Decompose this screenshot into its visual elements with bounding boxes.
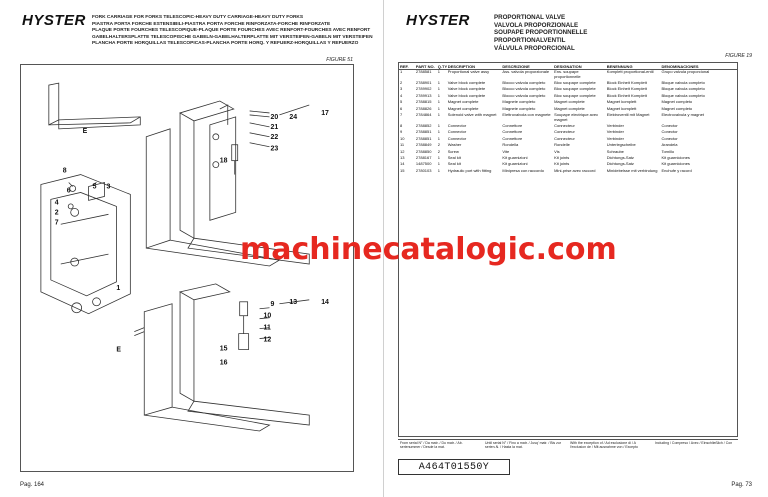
cell-descrizione: Kit guarnizioni [502,162,528,167]
cell-descrizione: Kit guarnizioni [502,155,528,160]
cell-part-no: 2788901 [415,81,432,85]
cell-qty: 1 [437,70,441,74]
table-header [399,63,737,70]
cell-benennung: Dichtungs-Satz [606,155,634,160]
cell-benennung: Dichtungs-Satz [606,162,634,167]
cell-designation: Bloc soupape complete [554,81,596,85]
title-line: GABELHALTERSPLATTE TELESCOPISCHE GABELN-GABELHALTERPLATTE MIT VERSTEIFEN-GABELN MIT VERSTEIFEN [92,34,373,40]
header-denominaciones: DENOMINACIONES [661,64,699,69]
cell-part-no: 2788850 [415,149,432,154]
cell-ref: 13 [400,155,405,160]
cell-benennung: Verbinder [606,130,624,135]
title-line: PIASTRA PORTA FORCHE ESTENSIBILI-PIASTRA PORTA FORCHE RINFORZATA-FORCHE RINFORZATE [92,21,331,27]
cell-qty: 1 [437,112,441,117]
callout-13: 13 [289,298,298,306]
cell-ref: 14 [400,162,405,167]
cell-description: Proportional valve assy [447,70,490,74]
callout-8: 8 [62,167,67,175]
cell-qty: 1 [437,136,441,141]
cell-designation: Connecteur [554,123,575,128]
table-row [399,169,737,175]
cell-benennung: Magnet komplett [606,106,637,111]
cell-benennung: Verbinder [606,136,624,141]
title-line: VALVOLA PROPORZIONALE [494,21,579,29]
cell-benennung: Minidebelsse mit verbindung [606,168,658,173]
cell-qty: 1 [437,106,441,111]
cell-descrizione: Connettore [502,123,523,128]
cell-denominaciones: Kit guarniciones [661,162,690,167]
cell-description: Hydraulic port with fitting [447,168,492,173]
cell-descrizione: Magnete completo [502,106,536,111]
cell-part-no: 2780103 [415,168,432,173]
cell-qty: 1 [437,168,441,173]
cell-ref: 6 [400,106,403,111]
cell-benennung: Magnet komplett [606,100,637,105]
cell-benennung: Block Einheit Komplett [606,87,647,92]
cell-descrizione: Magnete completo [502,100,536,105]
cell-descrizione: Connettore [502,136,523,141]
cell-part-no: 2784864 [415,112,432,117]
cell-ref: 2 [400,81,403,85]
cell-part-no: 2788849 [415,143,432,148]
cell-part-no: 2788851 [415,136,432,141]
cell-denominaciones: Bloque valvula completo [661,81,705,85]
cell-designation: Kit joints [554,155,570,160]
cell-designation: Kit joints [554,162,570,167]
cell-description: Seal kit [447,162,461,167]
cell-ref: 8 [400,123,403,128]
cell-description: Valve block complete [447,93,486,98]
cell-designation: Vis [554,149,560,154]
cell-part-no: 2789913 [415,93,432,98]
callout-9: 9 [270,300,275,308]
cell-part-no: 2788851 [415,130,432,135]
cell-denominaciones: Bloque valvula completo [661,87,705,92]
cell-ref: 7 [400,112,403,117]
callout-24: 24 [289,113,298,121]
cell-part-no: 2788167 [415,155,432,160]
cell-part-no: 2788581 [415,70,432,74]
cell-designation: Magnet complete [554,100,585,105]
header-part-no: PART NO. [415,64,435,69]
cell-description: Magnet complete [447,106,479,111]
figure-label-right: FIGURE 19 [725,53,752,59]
cell-qty: 2 [437,143,441,148]
callout-17: 17 [321,109,329,117]
header-benennung: BENENNUNG [606,64,633,69]
header-qty: Q.TY [437,64,447,69]
hyster-logo-right: HYSTER [406,12,470,29]
figure-label-left: FIGURE 51 [326,57,353,63]
table-body [399,70,737,175]
cell-designation: Magnet complete [554,106,585,111]
cell-benennung: Elektroventil mit Magnet [606,112,650,117]
cell-qty: 2 [437,149,441,154]
hyster-logo-left: HYSTER [22,12,86,29]
cell-denominaciones: Bloque valvula completo [661,93,705,98]
cell-ref: 10 [400,136,405,141]
callout-6: 6 [66,187,71,195]
callout-11: 11 [263,324,271,332]
title-line: PROPORTIONAL VALVE [494,14,566,21]
cell-ref: 11 [400,143,405,148]
cell-description: Magnet complete [447,100,479,105]
table-row [399,113,737,124]
callout-5: 5 [92,183,97,191]
cell-description: Screw [447,149,459,154]
cell-ref: 3 [400,87,403,92]
cell-denominaciones: Tornillo [661,149,675,154]
from-serial-label: From serial N° / Da matr. / Du matr. / Ab. serienummer / Desde la mat. [400,441,463,450]
title-line: SOUPAPE PROPORTIONNELLE [494,29,588,37]
cell-ref: 1 [400,70,403,74]
title-line: PROPORTIONALVENTIL [494,37,566,45]
callout-20: 20 [270,113,279,121]
cell-benennung: Unterlegscheibe [606,143,636,148]
callout-3: 3 [106,183,111,191]
cell-ref: 12 [400,149,405,154]
cell-benennung: Verbinder [606,123,624,128]
cell-part-no: 1487500 [415,162,432,167]
callout-7: 7 [54,219,59,227]
cell-designation: Bloc soupape complete [554,87,596,92]
cell-descrizione: Elettrovalvola con magnete [502,112,551,117]
cell-part-no: 2788826 [415,106,432,111]
callout-18: 18 [219,157,228,165]
cell-designation: Connecteur [554,136,575,141]
title-line: FORK CARRIAGE FOR FORKS TELESCOPIC-HEAVY DUTY CARRIAGE-HEAVY DUTY FORKS [92,15,304,20]
callout-23: 23 [270,145,279,153]
cell-descrizione: Connettore [502,130,523,135]
title-line: VÁLVULA PROPORCIONAL [494,44,575,52]
cell-ref: 9 [400,130,403,135]
cell-descrizione: Minipresa con raccordo [502,168,544,173]
header-ref: REF. [400,64,409,69]
cell-benennung: Komplett proportional-entil [606,70,654,74]
cell-designation: Rondelle [554,143,570,148]
cell-descrizione: Vite [502,149,510,154]
cell-denominaciones: Electrovalvula y magnet [661,112,704,117]
cell-denominaciones: Magnet completo [661,106,693,111]
title-line: PLAQUE PORTE FOURCHES TELESCOPIQUE-PLAQUE PORTE FOURCHES AVEC RENFORT-FOURCHES AVEC RENFORT [92,28,371,34]
cell-designation: Mini-prise avec raccord [554,168,596,173]
callout-e-top: E [82,127,88,135]
page-number-right: Pag. 73 [731,482,752,488]
exploded-parts-drawing [20,64,354,472]
cell-qty: 1 [437,93,441,98]
cell-description: Connector [447,123,467,128]
title-line: PLANCHA PORTE HORQUILLAS TELESCOPICAS-PLANCHA PORTE HORQ. Y REFUERZ-HORQUILLAS Y REFUERZO [92,41,359,47]
callout-10: 10 [263,312,272,320]
cell-description: Solenoid valve with magnet [447,112,497,117]
cell-denominaciones: Conector [661,136,678,141]
cell-designation: Connecteur [554,130,575,135]
callout-12: 12 [263,336,272,344]
callout-14: 14 [321,298,329,306]
cell-qty: 1 [437,123,441,128]
cell-ref: 4 [400,93,403,98]
callout-21: 21 [270,123,279,131]
serial-number-box: A464T01550Y [398,459,510,475]
cell-part-no: 2789902 [415,87,432,92]
cell-descrizione: Blocco valvola completo [502,93,546,98]
header-descrizione: DESCRIZIONE [502,64,530,69]
cell-designation: Soupape electrique avec magnet [554,112,599,122]
cell-description: Valve block complete [447,81,486,85]
cell-denominaciones: Conector [661,130,678,135]
cell-ref: 5 [400,100,403,105]
fork-carriage-drawing [21,65,353,471]
cell-denominaciones: Grupo valvula proporcional [661,70,710,74]
cell-description: Valve block complete [447,87,486,92]
cell-designation: Ens. soupape proportionnelle [554,70,581,79]
watermark-text: machinecatalogic.com [240,232,617,267]
including-label: Including / Compreso / Avec / Einschließlich / Con [655,441,733,445]
callout-2: 2 [54,209,59,217]
cell-description: Washer [447,143,462,148]
cell-part-no: 2788815 [415,100,432,105]
callout-22: 22 [270,133,279,141]
cell-descrizione: Blocco valvola completo [502,87,546,92]
cell-description: Connector [447,130,467,135]
cell-description: Seal kit [447,155,461,160]
cell-qty: 1 [437,81,441,85]
callout-4: 4 [54,199,59,207]
cell-denominaciones: Kit guarniciones [661,155,690,160]
cell-ref: 15 [400,168,405,173]
cell-denominaciones: Arandela [661,143,678,148]
header-designation: DESIGNATION [554,64,582,69]
cell-part-no: 2788852 [415,123,432,128]
cell-qty: 1 [437,130,441,135]
cell-designation: Bloc soupape complete [554,93,596,98]
right-page-title [494,14,587,53]
cell-description: Connector [447,136,467,141]
callout-16: 16 [219,359,228,367]
cell-denominaciones: Magnet completo [661,100,693,105]
left-page-title [92,15,373,48]
cell-descrizione: Rondella [502,143,519,148]
cell-qty: 1 [437,162,441,167]
table-row [399,70,737,81]
header-description: DESCRIPTION [447,64,476,69]
page-number-left: Pag. 164 [20,482,45,488]
cell-qty: 1 [437,155,441,160]
cell-benennung: Block Einheit Komplett [606,81,647,85]
exception-label: With the exception of / Ad esclusione di / A l'exclusion de / Mit ausnahme von / Excepto [570,441,638,450]
callout-1: 1 [116,284,121,292]
cell-denominaciones: Conector [661,123,678,128]
cell-qty: 1 [437,100,441,105]
cell-descrizione: Blocco valvola completo [502,81,546,85]
cell-qty: 1 [437,87,441,92]
until-serial-label: Until serial N° / Fino a matr. / Jusq' matr. / Bis zur serien-N. / Hasta la mat. [485,441,561,450]
cell-benennung: Block Einheit Komplett [606,93,647,98]
callout-e-bottom: E [116,346,122,354]
serial-exception-bar [398,439,738,455]
callout-15: 15 [219,345,228,353]
cell-benennung: Schraube [606,149,624,154]
cell-denominaciones: Enchufe y racord [661,168,692,173]
cell-descrizione: Ass. valvola proporzionale [502,70,550,74]
